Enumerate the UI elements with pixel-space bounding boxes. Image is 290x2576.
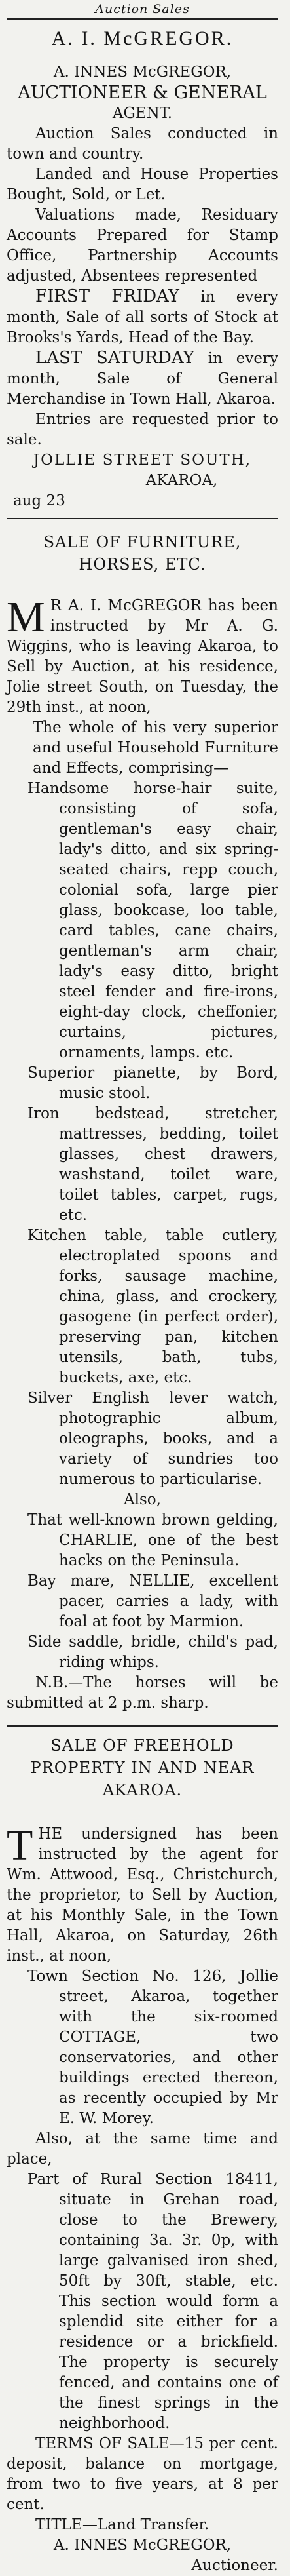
ad1-line1: A. INNES McGREGOR, [53, 64, 232, 81]
ad1-para2: Landed and House Properties Bought, Sold, or Let. [7, 166, 278, 203]
ad2 [7, 531, 278, 1713]
ad3-also: Also, at the same time and place, [7, 2130, 278, 2168]
section-header: Auction Sales [95, 2, 190, 16]
ad3-title: SALE OF FREEHOLD PROPERTY IN AND NEAR AKAROA. [30, 1736, 255, 1799]
first-friday: FIRST FRIDAY [35, 286, 179, 306]
separator-1 [7, 518, 278, 519]
ad2-also: Also, [124, 1491, 161, 1508]
ad3-terms: TERMS OF SALE—15 per cent. deposit, balance on mortgage, from two to five years, at 8 per cent. [7, 2435, 278, 2513]
ad3-intro: THE undersigned has been instructed by the agent for Wm. Attwood, Esq., Christchurch, the proprietor, to Sell by Auction, at his Monthly Sale, in the Town Hall, Akaroa, on Saturday, 26th inst., at noon, [7, 1822, 278, 1964]
separator-2 [7, 1725, 278, 1727]
ad2-whole: The whole of his very superior and useful Household Furniture and Effects, comprising— [33, 719, 278, 777]
ad1-line2: AUCTIONEER & GENERAL [18, 83, 267, 103]
ad2-intro: M R A. I. McGREGOR has been instructed by Mr A. G. Wiggins, who is leaving Akaroa, to Sell by Auction, at his residence, Jolie street South, on Tuesday, the 29th inst., at noon, [7, 593, 278, 716]
ad1-para5: LAST SATURDAY in every month, Sale of General Merchandise in Town Hall, Akaroa. [7, 348, 278, 408]
ad2-item8: Side saddle, bridle, child's pad, riding whips. [27, 1633, 278, 1671]
ad3-signature: A. INNES McGREGOR, [53, 2537, 232, 2554]
ad3-lot2: Part of Rural Section 18411, situate in Grehan road, close to the Brewery, containing 3a. 3r. 0p, with large galvanised iron shed, 50ft by 30ft, stable, etc. This section would form a splendid site either for a residence or a brickfield. The property is securely fenced, and contains one of the finest springs in the neighborhood. [27, 2171, 278, 2432]
ad2-item1: Handsome horse-hair suite, consisting of sofa, gentleman's easy chair, lady's ditto, and six spring-seated chairs, repp couch, colonial sofa, large pier glass, bookcase, loo table, card tables, cane chairs, gentleman's arm chair, lady's easy ditto, bright steel fender and fire-irons, eight-day clock, cheffonier, curtains, pictures, ornaments, lamps. etc. [27, 780, 278, 1061]
ad3-dropcap: T [7, 1822, 33, 1869]
ad1-name: A. I. McGREGOR. [51, 28, 234, 49]
ad1-para1: Auction Sales conducted in town and country. [7, 125, 278, 163]
ad2-item2: Superior pianette, by Bord, music stool. [27, 1064, 278, 1102]
ad3-lot1: Town Section No. 126, Jollie street, Akaroa, together with the six-roomed COTTAGE, two conservatories, and other buildings erected thereon, as recently occupied by Mr E. W. Morey. [27, 1968, 278, 2127]
ad1-para6: Entries are requested prior to sale. [7, 411, 278, 448]
ad1-address2: AKAROA, [145, 472, 218, 489]
ad2-item7: Bay mare, NELLIE, excellent pacer, carries a lady, with foal at foot by Marmion. [27, 1572, 278, 1630]
ad3 [7, 1734, 278, 2576]
ad2-item6: That well-known brown gelding, CHARLIE, one of the best hacks on the Peninsula. [27, 1512, 278, 1569]
ad2-item3: Iron bedstead, stretcher, mattresses, bedding, toilet glasses, chest drawers, washstand, toilet ware, toilet tables, carpet, rugs, etc. [27, 1105, 278, 1224]
ad1-para3: Valuations made, Residuary Accounts Prepared for Stamp Office, Partnership Accounts adjusted, Absentees represented [7, 206, 278, 284]
ad2-title: SALE OF FURNITURE, HORSES, ETC. [43, 533, 242, 574]
ad1-body [7, 62, 278, 511]
ad3-title-line: TITLE—Land Transfer. [35, 2516, 209, 2533]
ad2-item5: Silver English lever watch, photographic album, oleographs, books, and a variety of sundries too numerous to particularise. [27, 1390, 278, 1488]
ad2-dropcap: M [7, 593, 45, 641]
last-saturday: LAST SATURDAY [35, 348, 194, 368]
ad3-auctioneer: Auctioneer. [191, 2557, 278, 2574]
ad1-line3: AGENT. [112, 105, 173, 122]
ad3-title-rule [7, 1806, 278, 1819]
ad1-para4: FIRST FRIDAY in every month, Sale of all sorts of Stock at Brooks's Yards, Head of the Bay. [7, 286, 278, 346]
ad2-nb: N.B.—The horses will be submitted at 2 p.m. sharp. [7, 1674, 278, 1711]
ad1-date: aug 23 [13, 492, 65, 509]
ad2-title-rule [7, 579, 278, 592]
ad2-item4: Kitchen table, table cutlery, electroplated spoons and forks, sausage machine, china, glass, and crockery, gasogene (in perfect order), preserving pan, kitchen utensils, bath, tubs, buckets, axe, etc. [27, 1227, 278, 1386]
ad1-address1: JOLLIE STREET SOUTH, [33, 452, 252, 469]
